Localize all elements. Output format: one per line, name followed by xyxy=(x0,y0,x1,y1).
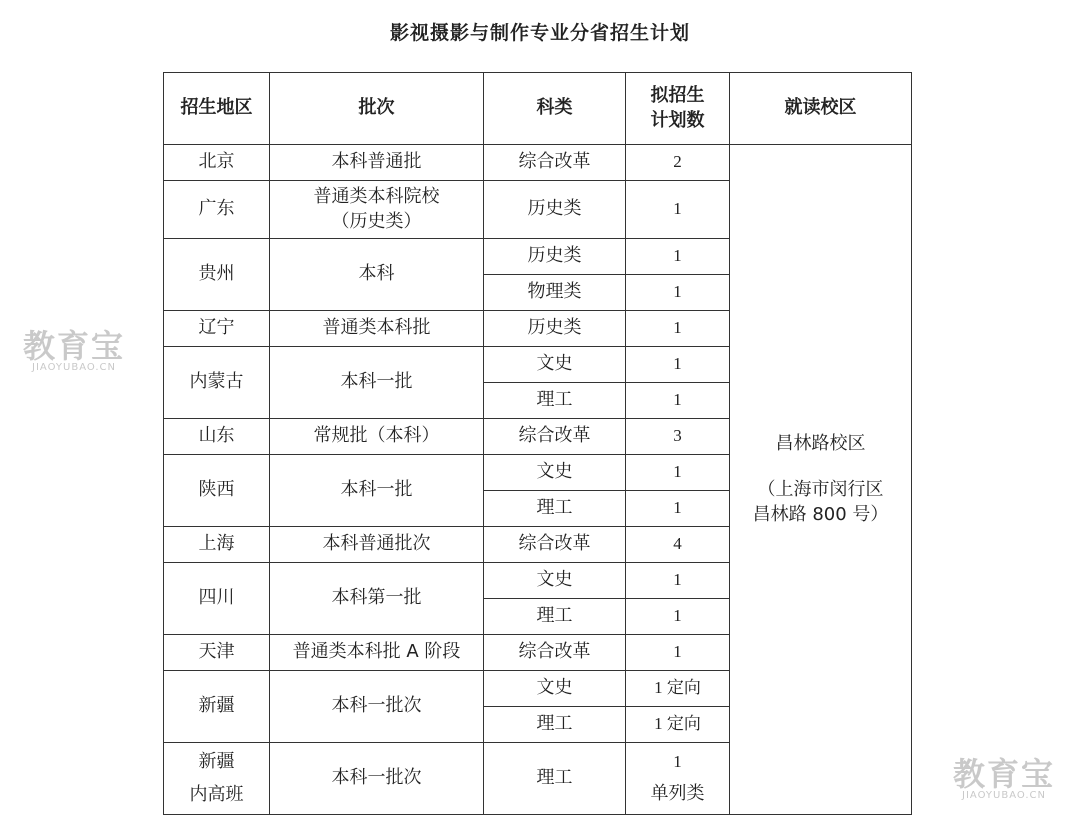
cell-region: 北京 xyxy=(164,145,270,181)
campus-address-line1: （上海市闵行区 xyxy=(757,479,884,501)
table-header-row xyxy=(164,73,912,145)
cell-subject: 综合改革 xyxy=(484,527,626,563)
cell-region-line2: 内高班 xyxy=(189,783,244,805)
cell-subject: 综合改革 xyxy=(484,145,626,181)
watermark-left xyxy=(18,327,130,374)
cell-plan: 1 xyxy=(626,455,730,491)
cell-plan: 1 xyxy=(626,181,730,239)
cell-region: 贵州 xyxy=(164,239,270,311)
cell-plan: 1 xyxy=(626,347,730,383)
cell-batch-line1: 普通类本科院校 xyxy=(313,186,440,208)
cell-plan: 1 xyxy=(626,635,730,671)
cell-region: 辽宁 xyxy=(164,311,270,347)
cell-plan: 1 xyxy=(626,311,730,347)
cell-subject: 文史 xyxy=(484,671,626,707)
cell-plan: 1 xyxy=(626,275,730,311)
cell-batch: 普通类本科批 A 阶段 xyxy=(270,635,484,671)
cell-plan: 1 定向 xyxy=(626,707,730,743)
cell-batch: 本科一批次 xyxy=(270,671,484,743)
header-plan xyxy=(626,73,730,145)
cell-subject: 物理类 xyxy=(484,275,626,311)
cell-batch: 普通类本科批 xyxy=(270,311,484,347)
cell-plan: 1 定向 xyxy=(626,671,730,707)
cell-plan: 1 xyxy=(626,383,730,419)
cell-batch: 本科一批 xyxy=(270,455,484,527)
cell-plan: 1 xyxy=(626,491,730,527)
cell-plan: 1 xyxy=(626,599,730,635)
cell-plan-line2: 单列类 xyxy=(650,782,705,804)
watermark-right xyxy=(948,755,1060,802)
watermark-domain: JIAOYUBAO.CN xyxy=(32,362,116,373)
cell-batch: 本科普通批次 xyxy=(270,527,484,563)
header-plan-line1: 拟招生 xyxy=(650,85,705,107)
cell-region: 内蒙古 xyxy=(164,347,270,419)
cell-subject: 历史类 xyxy=(484,311,626,347)
cell-plan-line1: 1 xyxy=(673,751,682,771)
cell-batch: 本科 xyxy=(270,239,484,311)
cell-subject: 综合改革 xyxy=(484,635,626,671)
cell-region-line1: 新疆 xyxy=(198,751,235,773)
cell-plan: 2 xyxy=(626,145,730,181)
cell-subject: 文史 xyxy=(484,455,626,491)
cell-region: 新疆 xyxy=(164,671,270,743)
cell-batch: 本科一批次 xyxy=(270,743,484,815)
watermark-brand: 教育宝 xyxy=(22,327,125,365)
page-title: 影视摄影与制作专业分省招生计划 xyxy=(389,22,690,44)
enrollment-plan-table xyxy=(163,72,912,815)
cell-subject: 历史类 xyxy=(484,239,626,275)
cell-subject: 理工 xyxy=(484,383,626,419)
cell-region: 广东 xyxy=(164,181,270,239)
campus-name: 昌林路校区 xyxy=(775,433,866,455)
header-campus: 就读校区 xyxy=(730,73,912,145)
cell-subject: 综合改革 xyxy=(484,419,626,455)
cell-campus xyxy=(730,145,912,815)
cell-subject: 理工 xyxy=(484,599,626,635)
cell-subject: 理工 xyxy=(484,743,626,815)
cell-batch: 本科第一批 xyxy=(270,563,484,635)
cell-plan xyxy=(626,743,730,815)
cell-region: 天津 xyxy=(164,635,270,671)
header-plan-line2: 计划数 xyxy=(650,109,705,131)
cell-batch: 常规批（本科） xyxy=(270,419,484,455)
cell-region: 陕西 xyxy=(164,455,270,527)
cell-batch-line2: （历史类） xyxy=(331,210,422,232)
cell-plan: 1 xyxy=(626,239,730,275)
header-region: 招生地区 xyxy=(164,73,270,145)
cell-batch: 本科普通批 xyxy=(270,145,484,181)
watermark-domain: JIAOYUBAO.CN xyxy=(962,790,1046,801)
watermark-brand: 教育宝 xyxy=(952,755,1055,793)
cell-subject: 文史 xyxy=(484,563,626,599)
cell-region: 上海 xyxy=(164,527,270,563)
header-batch: 批次 xyxy=(270,73,484,145)
cell-subject: 理工 xyxy=(484,491,626,527)
cell-plan: 1 xyxy=(626,563,730,599)
cell-plan: 3 xyxy=(626,419,730,455)
cell-plan: 4 xyxy=(626,527,730,563)
cell-batch: 本科一批 xyxy=(270,347,484,419)
cell-batch xyxy=(270,181,484,239)
header-subject: 科类 xyxy=(484,73,626,145)
cell-subject: 理工 xyxy=(484,707,626,743)
cell-subject: 文史 xyxy=(484,347,626,383)
cell-region: 四川 xyxy=(164,563,270,635)
cell-region: 山东 xyxy=(164,419,270,455)
table-row xyxy=(164,145,912,181)
cell-subject: 历史类 xyxy=(484,181,626,239)
campus-address-line2: 昌林路 800 号） xyxy=(752,503,889,525)
cell-region xyxy=(164,743,270,815)
